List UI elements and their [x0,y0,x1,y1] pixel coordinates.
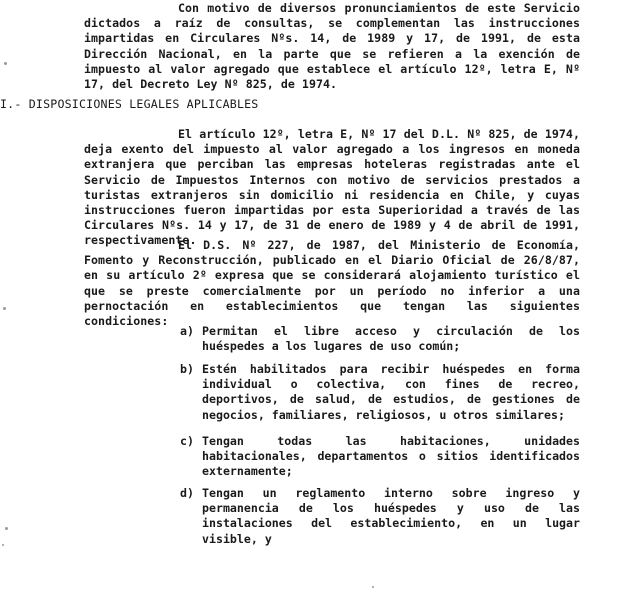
paragraph-article-12-text: El artículo 12º, letra E, Nº 17 del D.L. Nº 825, de 1974, deja exento del impuesto al valor agregado a los ingresos en moneda extranjera que perciban las empresas hoteleras registradas ante el Servicio de Impuestos Internos con motivo de servicios prestados a turistas extranjeros sin domicilio ni residencia en Chile, y cuyas instrucciones fueron impartidas por esta Superioridad a través de las Circulares Nºs. 14 y 17, de 31 de enero de 1989 y 4 de abril de 1991, respectivamente. [84,127,580,248]
intro-text: Con motivo de diversos pronunciamientos de este Servicio dictados a raíz de consultas, se complementan las instrucciones impartidas en Circulares Nºs. 14, de 1989 y 17, de 1991, de esta Dirección Nacional, en la parte que se refieren a la exención de impuesto al valor agregado que establece el artículo 12º, letra E, Nº 17, del Decreto Ley Nº 825, de 1974. [84,1,580,92]
condition-d-text: Tengan un reglamento interno sobre ingreso y permanencia de los huéspedes y uso de las instalaciones del establecimiento, en un lugar visible, y [202,486,580,546]
condition-a-label: a) [180,324,194,338]
scan-speck [372,586,374,588]
condition-b-label: b) [180,362,194,376]
scan-speck [2,544,4,546]
scan-speck [4,62,7,65]
scan-speck [5,527,8,530]
condition-b-text: Estén habilitados para recibir huéspedes en forma individual o colectiva, con fines de recreo, deportivos, de salud, de estudios, de gestiones de negocios, familiares, religiosos, u otros similares; [202,362,580,422]
paragraph-ds-227-text: El D.S. Nº 227, de 1987, del Ministerio de Economía, Fomento y Reconstrucción, publicado en el Diario Oficial de 26/8/87, en su artículo 2º expresa que se considerará alojamiento turístico el que se preste comercialmente por un período no inferior a una pernoctación en establecimientos que tengan las siguientes condiciones: [84,238,580,329]
intro-paragraph [84,1,580,92]
condition-c-label: c) [180,434,194,448]
paragraph-article-12 [84,127,580,249]
condition-d-label: d) [180,486,194,500]
condition-a-text: Permitan el libre acceso y circulación de los huéspedes a los lugares de uso común; [202,324,580,354]
section-heading: I.- DISPOSICIONES LEGALES APLICABLES [0,97,259,111]
condition-c-text: Tengan todas las habitaciones, unidades habitacionales, departamentos o sitios identificados externamente; [202,434,580,479]
paragraph-ds-227 [84,238,580,329]
scan-speck [3,307,6,310]
